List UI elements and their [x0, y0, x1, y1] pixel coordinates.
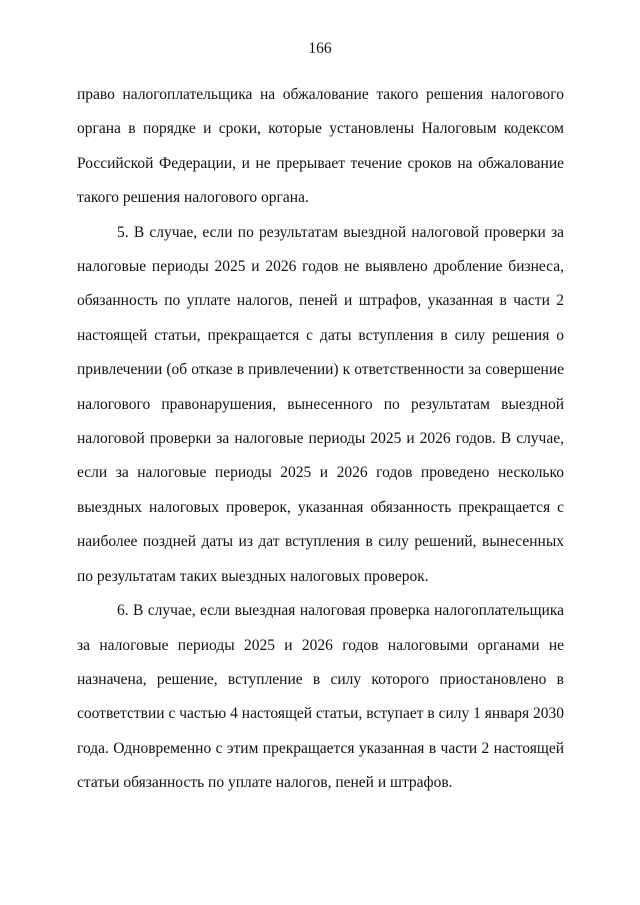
- page-number: 166: [308, 40, 332, 57]
- paragraph-part-6: 6. В случае, если выездная налоговая проверка налогоплательщика за налоговые периоды 2025 и 2026 годов налоговыми органами не назначена, решение, вступление в силу которого приостановлено в соответствии с частью 4 настоящей статьи, вступает в силу 1 января 2030 года. Одновременно с этим прекращается указанная в части 2 настоящей статьи обязанность по уплате налогов, пеней и штрафов.: [77, 602, 564, 792]
- paragraph-continuation: право налогоплательщика на обжалование такого решения налогового органа в порядке и сроки, которые установлены Налоговым кодексом Российской Федерации, и не прерывает течение сроков на обжалование такого решения налогового органа.: [77, 86, 564, 207]
- document-body: [77, 78, 564, 801]
- paragraph-part-5: 5. В случае, если по результатам выездной налоговой проверки за налоговые периоды 2025 и 2026 годов не выявлено дробление бизнеса, обязанность по уплате налогов, пеней и штрафов, указанная в части 2 настоящей статьи, прекращается с даты вступления в силу решения о привлечении (об отказе в привлечении) к ответственности за совершение налогового правонарушения, вынесенного по результатам выездной налоговой проверки за налоговые периоды 2025 и 2026 годов. В случае, если за налоговые периоды 2025 и 2026 годов проведено несколько выездных налоговых проверок, указанная обязанность прекращается с наиболее поздней даты из дат вступления в силу решений, вынесенных по результатам таких выездных налоговых проверок.: [77, 223, 564, 585]
